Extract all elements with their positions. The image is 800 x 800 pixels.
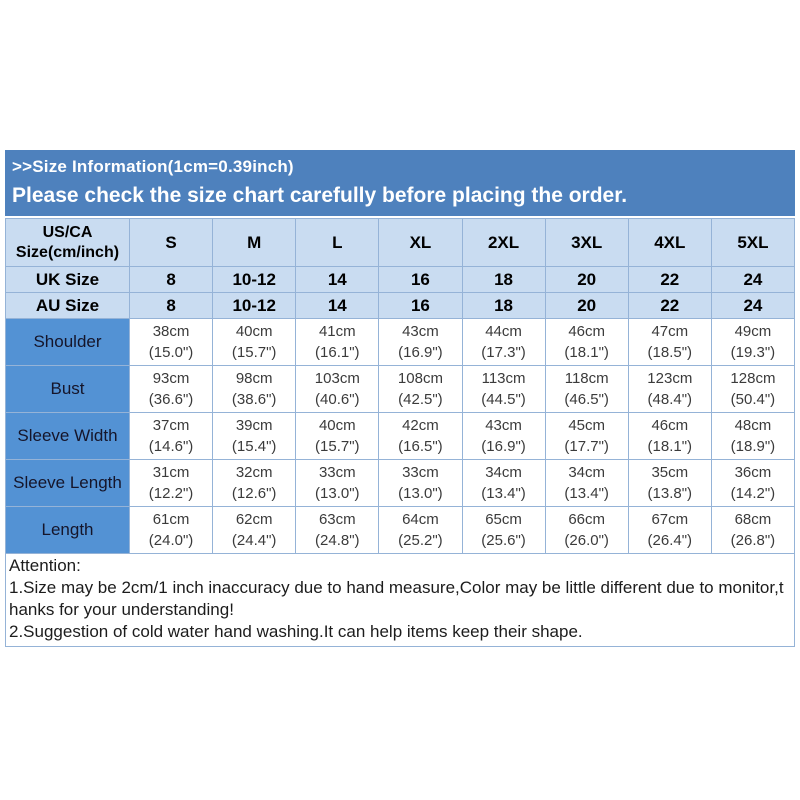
measurement-cell	[130, 319, 213, 366]
measurement-cm: 33cm	[402, 464, 439, 481]
banner-title: >>Size Information(1cm=0.39inch)	[12, 157, 294, 176]
length-label: Length	[6, 507, 130, 554]
measurement-inch: (36.6")	[148, 391, 194, 408]
size-chart-panel	[5, 150, 795, 647]
measurement-cm: 37cm	[152, 417, 190, 434]
measurement-cell	[711, 319, 794, 366]
uk-size-value: 14	[296, 267, 379, 293]
measurement-cell	[130, 507, 213, 554]
au-size-value: 8	[130, 293, 213, 319]
measurement-inch: (13.0")	[315, 485, 360, 502]
measurement-cell	[296, 460, 379, 507]
col-header-xl: XL	[379, 219, 462, 267]
measurement-cm: 33cm	[318, 464, 356, 481]
corner-line2: Size(cm/inch)	[15, 243, 120, 261]
measurement-cm: 42cm	[402, 417, 439, 434]
col-header-4xl: 4XL	[628, 219, 711, 267]
measurement-cell	[711, 413, 794, 460]
measurement-cm: 93cm	[152, 370, 190, 387]
sleeve-width-row	[6, 413, 795, 460]
measurement-cm: 39cm	[235, 417, 273, 434]
col-header-5xl: 5XL	[711, 219, 794, 267]
measurement-cell	[379, 366, 462, 413]
measurement-cm: 108cm	[397, 370, 443, 387]
uk-size-value: 24	[711, 267, 794, 293]
measurement-inch: (24.4")	[231, 532, 277, 549]
measurement-cm: 65cm	[485, 511, 522, 528]
size-chart-table	[5, 218, 795, 554]
uk-size-value: 20	[545, 267, 628, 293]
sleeve-length-label: Sleeve Length	[6, 460, 130, 507]
measurement-cell	[379, 507, 462, 554]
uk-size-row	[6, 267, 795, 293]
measurement-cm: 128cm	[730, 370, 776, 387]
measurement-cm: 43cm	[485, 417, 522, 434]
measurement-cm: 49cm	[734, 323, 772, 340]
measurement-cell	[628, 366, 711, 413]
col-header-s: S	[130, 219, 213, 267]
measurement-inch: (17.3")	[481, 344, 526, 361]
measurement-cell	[545, 366, 628, 413]
measurement-inch: (18.1")	[564, 344, 609, 361]
measurement-cell	[545, 460, 628, 507]
measurement-cm: 68cm	[734, 511, 772, 528]
au-size-label: AU Size	[6, 293, 130, 319]
measurement-cell	[545, 507, 628, 554]
measurement-cm: 46cm	[568, 323, 606, 340]
measurement-cm: 32cm	[235, 464, 273, 481]
measurement-cm: 43cm	[402, 323, 439, 340]
measurement-cm: 35cm	[651, 464, 689, 481]
measurement-cell	[462, 319, 545, 366]
col-header-m: M	[213, 219, 296, 267]
measurement-inch: (13.8")	[647, 485, 693, 502]
measurement-cell	[711, 366, 794, 413]
measurement-inch: (26.0")	[564, 532, 609, 549]
measurement-inch: (25.6")	[481, 532, 526, 549]
measurement-cm: 67cm	[651, 511, 689, 528]
col-header-2xl: 2XL	[462, 219, 545, 267]
banner-subtitle: Please check the size chart carefully before placing the order.	[12, 184, 628, 207]
measurement-inch: (50.4")	[730, 391, 776, 408]
au-size-value: 14	[296, 293, 379, 319]
measurement-cell	[628, 460, 711, 507]
measurement-inch: (13.0")	[398, 485, 443, 502]
measurement-inch: (40.6")	[315, 391, 360, 408]
measurement-cell	[711, 460, 794, 507]
measurement-inch: (14.2")	[730, 485, 776, 502]
sleeve-length-row	[6, 460, 795, 507]
measurement-inch: (25.2")	[398, 532, 443, 549]
measurement-cm: 47cm	[651, 323, 689, 340]
measurement-inch: (48.4")	[647, 391, 693, 408]
header-row	[6, 219, 795, 267]
uk-size-value: 10-12	[213, 267, 296, 293]
au-size-value: 20	[545, 293, 628, 319]
measurement-cell	[296, 366, 379, 413]
au-size-value: 18	[462, 293, 545, 319]
bust-label: Bust	[6, 366, 130, 413]
measurement-cell	[213, 413, 296, 460]
measurement-inch: (15.0")	[148, 344, 194, 361]
measurement-cell	[545, 319, 628, 366]
measurement-inch: (19.3")	[730, 344, 776, 361]
measurement-inch: (13.4")	[481, 485, 526, 502]
uk-size-value: 18	[462, 267, 545, 293]
measurement-cell	[296, 507, 379, 554]
uk-size-label: UK Size	[6, 267, 130, 293]
measurement-inch: (38.6")	[231, 391, 277, 408]
measurement-inch: (26.8")	[730, 532, 776, 549]
measurement-cm: 64cm	[402, 511, 439, 528]
measurement-cell	[379, 460, 462, 507]
bust-row	[6, 366, 795, 413]
col-header-l: L	[296, 219, 379, 267]
attention-line: 2.Suggestion of cold water hand washing.It can help items keep their shape.	[9, 622, 583, 641]
measurement-cell	[379, 319, 462, 366]
corner-line1: US/CA	[42, 223, 93, 241]
au-size-value: 22	[628, 293, 711, 319]
au-size-value: 16	[379, 293, 462, 319]
au-size-value: 24	[711, 293, 794, 319]
measurement-cell	[711, 507, 794, 554]
measurement-cm: 45cm	[568, 417, 606, 434]
uk-size-value: 22	[628, 267, 711, 293]
measurement-inch: (17.7")	[564, 438, 609, 455]
measurement-inch: (18.1")	[647, 438, 693, 455]
measurement-cell	[130, 413, 213, 460]
measurement-inch: (42.5")	[398, 391, 443, 408]
uk-size-value: 16	[379, 267, 462, 293]
measurement-cell	[213, 507, 296, 554]
measurement-cell	[379, 413, 462, 460]
measurement-cm: 113cm	[481, 370, 526, 387]
measurement-cm: 103cm	[314, 370, 360, 387]
measurement-cell	[462, 366, 545, 413]
measurement-inch: (18.9")	[730, 438, 776, 455]
measurement-cell	[130, 460, 213, 507]
measurement-cm: 31cm	[152, 464, 190, 481]
measurement-inch: (14.6")	[148, 438, 194, 455]
corner-header-cell	[6, 219, 130, 267]
measurement-inch: (18.5")	[647, 344, 693, 361]
attention-note	[5, 554, 795, 647]
shoulder-label: Shoulder	[6, 319, 130, 366]
measurement-cm: 40cm	[318, 417, 356, 434]
measurement-inch: (24.0")	[148, 532, 194, 549]
measurement-cm: 36cm	[734, 464, 772, 481]
measurement-cm: 66cm	[568, 511, 606, 528]
measurement-inch: (16.9")	[481, 438, 526, 455]
measurement-inch: (13.4")	[564, 485, 609, 502]
measurement-cm: 38cm	[152, 323, 190, 340]
measurement-cell	[545, 413, 628, 460]
measurement-cm: 44cm	[485, 323, 522, 340]
measurement-inch: (26.4")	[647, 532, 693, 549]
measurement-inch: (24.8")	[315, 532, 360, 549]
measurement-inch: (12.2")	[148, 485, 194, 502]
measurement-cell	[462, 460, 545, 507]
measurement-inch: (15.4")	[231, 438, 277, 455]
measurement-cm: 34cm	[568, 464, 606, 481]
attention-line: hanks for your understanding!	[9, 600, 234, 619]
measurement-cell	[213, 366, 296, 413]
size-info-banner	[5, 150, 795, 216]
measurement-cell	[213, 319, 296, 366]
measurement-inch: (16.9")	[398, 344, 443, 361]
measurement-inch: (46.5")	[564, 391, 609, 408]
measurement-cm: 34cm	[485, 464, 522, 481]
measurement-inch: (44.5")	[481, 391, 526, 408]
measurement-cm: 63cm	[318, 511, 356, 528]
attention-title: Attention:	[9, 556, 81, 575]
measurement-cell	[462, 507, 545, 554]
measurement-cm: 62cm	[235, 511, 273, 528]
uk-size-value: 8	[130, 267, 213, 293]
measurement-cell	[628, 319, 711, 366]
au-size-row	[6, 293, 795, 319]
measurement-cm: 61cm	[152, 511, 190, 528]
shoulder-row	[6, 319, 795, 366]
length-row	[6, 507, 795, 554]
measurement-cell	[628, 413, 711, 460]
measurement-cm: 98cm	[235, 370, 273, 387]
measurement-cm: 118cm	[564, 370, 609, 387]
measurement-cell	[213, 460, 296, 507]
measurement-cell	[628, 507, 711, 554]
measurement-inch: (12.6")	[231, 485, 277, 502]
measurement-cm: 41cm	[318, 323, 356, 340]
measurement-cell	[296, 413, 379, 460]
measurement-inch: (16.1")	[315, 344, 360, 361]
measurement-inch: (15.7")	[231, 344, 277, 361]
measurement-inch: (15.7")	[315, 438, 360, 455]
measurement-cm: 40cm	[235, 323, 273, 340]
col-header-3xl: 3XL	[545, 219, 628, 267]
au-size-value: 10-12	[213, 293, 296, 319]
sleeve-width-label: Sleeve Width	[6, 413, 130, 460]
measurement-inch: (16.5")	[398, 438, 443, 455]
measurement-cell	[130, 366, 213, 413]
measurement-cm: 46cm	[651, 417, 689, 434]
measurement-cm: 48cm	[734, 417, 772, 434]
measurement-cell	[462, 413, 545, 460]
measurement-cell	[296, 319, 379, 366]
measurement-cm: 123cm	[647, 370, 693, 387]
attention-line: 1.Size may be 2cm/1 inch inaccuracy due to hand measure,Color may be little different due to monitor,t	[9, 578, 784, 597]
